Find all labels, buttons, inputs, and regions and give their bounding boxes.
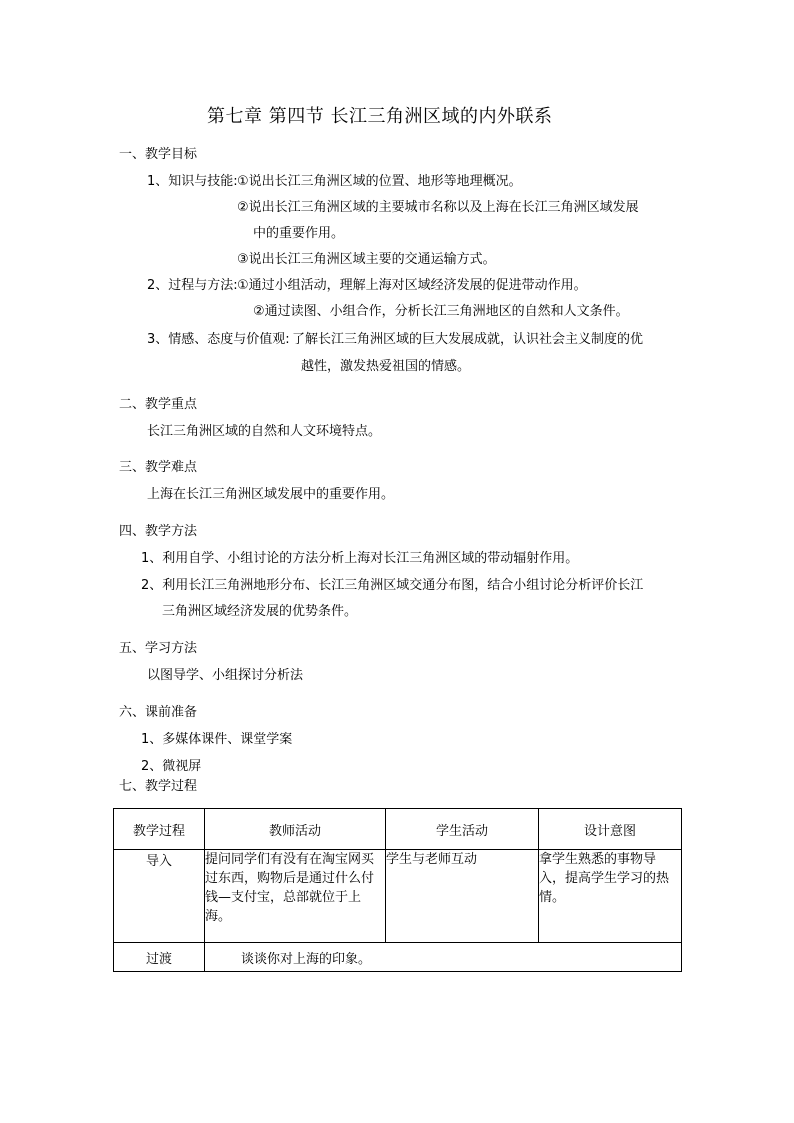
section-heading-preparation: 六、课前准备 [119,705,198,720]
teacher-activity-cell: 提问同学们有没有在淘宝网买过东西，购物后是通过什么付钱—支付宝，总部就位于上海。 [205,850,386,943]
emotion-attitude-label: 3、情感、态度与价值观: [147,332,290,347]
preparation-item: 1、多媒体课件、课堂学案 [141,732,293,747]
goal-item: ②说出长江三角洲区域的主要城市名称以及上海在长江三角洲区域发展 [237,200,639,215]
goal-item: 了解长江三角洲区域的巨大发展成就，认识社会主义制度的优 [292,332,644,347]
goal-item: ②通过读图、小组合作，分析长江三角洲地区的自然和人文条件。 [253,304,629,319]
stage-cell: 过渡 [114,943,205,972]
method-item-continued: 三角洲区域经济发展的优势条件。 [162,604,358,619]
table-header-cell: 设计意图 [539,809,682,850]
section-heading-methods: 四、教学方法 [119,524,198,539]
table-row [114,850,682,943]
preparation-item: 2、微视屏 [141,759,202,774]
key-points-text: 长江三角洲区域的自然和人文环境特点。 [147,424,382,439]
method-item: 2、利用长江三角洲地形分布、长江三角洲区域交通分布图，结合小组讨论分析评价长江 [141,578,644,593]
learning-methods-text: 以图导学、小组探讨分析法 [147,668,304,683]
section-heading-goals: 一、教学目标 [119,147,198,162]
section-heading-difficulties: 三、教学难点 [119,460,198,475]
method-item: 1、利用自学、小组讨论的方法分析上海对长江三角洲区域的带动辐射作用。 [141,551,579,566]
goal-item-continued: 越性，激发热爱祖国的情感。 [301,359,471,374]
table-header-cell: 学生活动 [386,809,539,850]
student-activity-cell: 学生与老师互动 [386,850,539,943]
transition-text-cell: 谈谈你对上海的印象。 [205,943,682,972]
section-heading-key-points: 二、教学重点 [119,397,198,412]
difficulties-text: 上海在长江三角洲区域发展中的重要作用。 [147,487,395,502]
design-intent-cell: 拿学生熟悉的事物导入，提高学生学习的热情。 [539,850,682,943]
goal-item: ①通过小组活动，理解上海对区域经济发展的促进带动作用。 [237,278,587,293]
table-row [114,943,682,972]
teaching-process-table [113,808,682,972]
table-header-cell: 教师活动 [205,809,386,850]
goal-item: ①说出长江三角洲区域的位置、地形等地理概况。 [237,174,522,189]
stage-cell: 导入 [114,850,205,943]
process-method-label: 2、过程与方法: [147,278,238,293]
goal-item: ③说出长江三角洲区域主要的交通运输方式。 [237,252,496,267]
table-header-cell: 教学过程 [114,809,205,850]
page-title: 第七章 第四节 长江三角洲区域的内外联系 [207,106,553,127]
table-header-row [114,809,682,850]
section-heading-learning-methods: 五、学习方法 [119,641,198,656]
goal-item-continued: 中的重要作用。 [253,226,345,241]
knowledge-skills-label: 1、知识与技能: [147,174,238,189]
section-heading-process: 七、教学过程 [119,779,198,794]
